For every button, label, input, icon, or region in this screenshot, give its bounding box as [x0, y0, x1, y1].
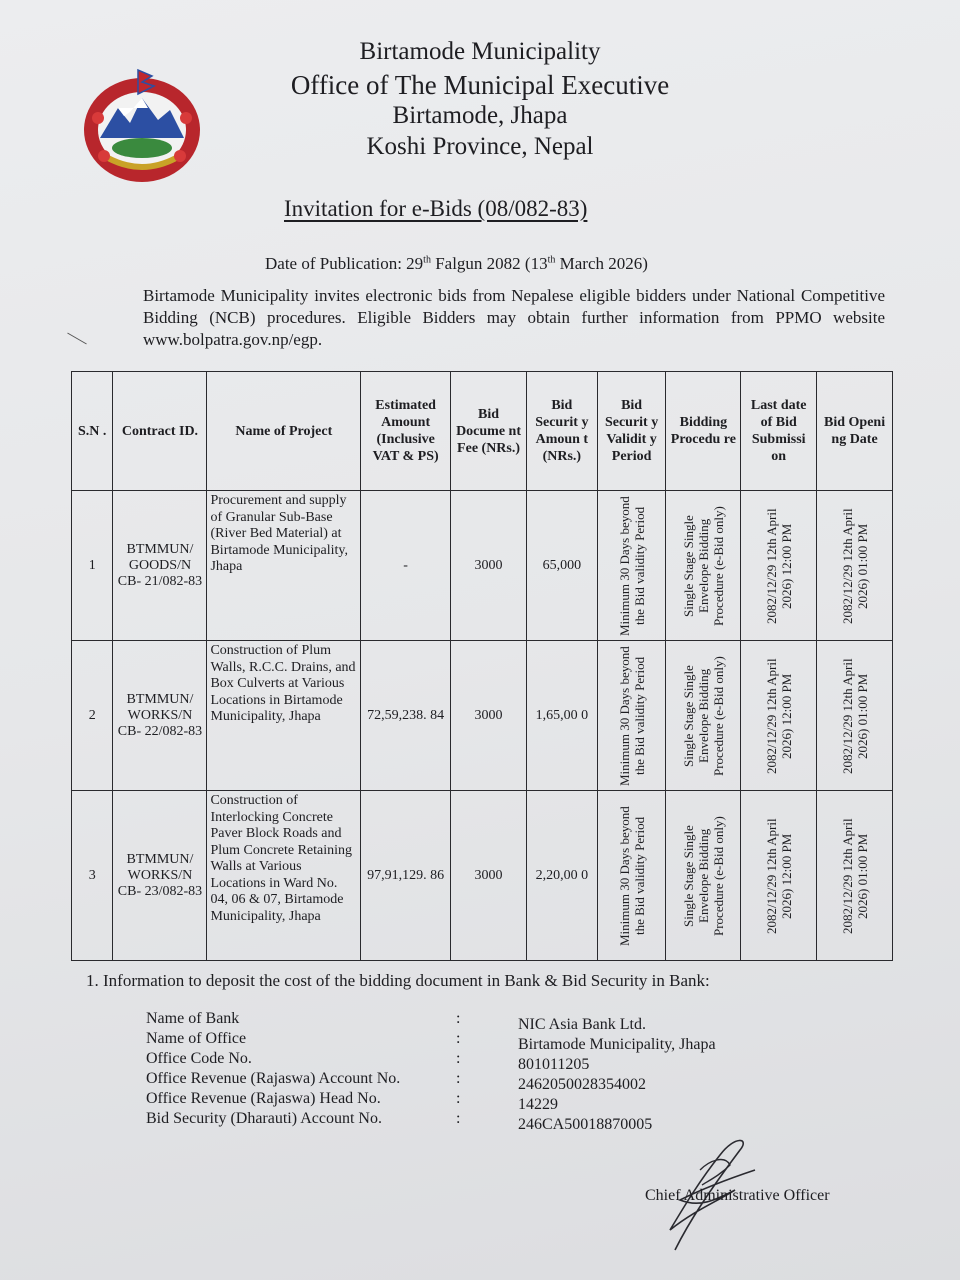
cell-fee: 3000: [451, 791, 527, 961]
col-sn: S.N .: [72, 372, 113, 491]
intro-paragraph: Birtamode Municipality invites electronic bids from Nepalese eligible bidders under National Competitive Bidding (NCB) procedures. Eligible Bidders may obtain further information from PPMO website www.bolpatra.gov.np/egp.: [143, 286, 885, 349]
cell-estimated-amount: -: [361, 491, 451, 641]
bank-info-colon: :: [456, 1070, 461, 1087]
bank-info-value: 14229: [518, 1096, 558, 1113]
province-country: Koshi Province, Nepal: [366, 133, 594, 160]
cell-security: 1,65,00 0: [526, 641, 597, 791]
bank-info-value: 801011205: [518, 1056, 590, 1073]
notice-title: Invitation for e-Bids (08/082-83): [284, 196, 588, 221]
cell-sn: 2: [72, 641, 113, 791]
bank-info-value: Birtamode Municipality, Jhapa: [518, 1036, 716, 1053]
bank-info-colon: :: [456, 1050, 461, 1067]
list-item: [146, 1030, 846, 1053]
cell-sn: 3: [72, 791, 113, 961]
cell-fee: 3000: [451, 491, 527, 641]
col-last-date: Last date of Bid Submissi on: [741, 372, 817, 491]
cell-opening-date: 2082/12/29 12th April 2026) 01:00 PM: [817, 791, 893, 961]
cell-opening-date: 2082/12/29 12th April 2026) 01:00 PM: [817, 491, 893, 641]
bank-info-label: Name of Bank: [146, 1010, 240, 1027]
cell-sn: 1: [72, 491, 113, 641]
cell-procedure: Single Stage Single Envelope Bidding Procedure (e-Bid only): [666, 791, 741, 961]
list-item: [146, 1070, 846, 1093]
publication-date: Date of Publication: 29th Falgun 2082 (13th March 2026): [265, 254, 648, 273]
col-contract-id: Contract ID.: [113, 372, 207, 491]
bank-info-colon: :: [456, 1010, 461, 1027]
municipality-name: Birtamode Municipality: [359, 38, 601, 65]
cell-contract-id: BTMMUN/ WORKS/N CB- 22/082-83: [113, 641, 207, 791]
signatory-title: Chief Administrative Officer: [645, 1187, 830, 1204]
bank-info-label: Office Revenue (Rajaswa) Account No.: [146, 1070, 401, 1087]
cell-validity: Minimum 30 Days beyond the Bid validity Period: [597, 791, 666, 961]
bank-info-list: [146, 1010, 846, 1133]
cell-estimated-amount: 97,91,129. 86: [361, 791, 451, 961]
cell-security: 2,20,00 0: [526, 791, 597, 961]
bank-info-colon: :: [456, 1090, 461, 1107]
cell-validity: Minimum 30 Days beyond the Bid validity Period: [597, 491, 666, 641]
bank-info-label: Bid Security (Dharauti) Account No.: [146, 1110, 382, 1127]
cell-validity: Minimum 30 Days beyond the Bid validity Period: [597, 641, 666, 791]
cell-procedure: Single Stage Single Envelope Bidding Procedure (e-Bid only): [666, 491, 741, 641]
bank-info-label: Office Revenue (Rajaswa) Head No.: [146, 1090, 381, 1107]
cell-last-date: 2082/12/29 12th April 2026) 12:00 PM: [741, 641, 817, 791]
office-name: Office of The Municipal Executive: [290, 70, 670, 100]
col-bidding-procedure: Bidding Procedu re: [666, 372, 741, 491]
bank-info-label: Office Code No.: [146, 1050, 252, 1067]
table-row: [72, 491, 893, 641]
col-estimated-amount: Estimated Amount (Inclusive VAT & PS): [361, 372, 451, 491]
table-row: [72, 641, 893, 791]
bank-info-value: 246CA50018870005: [518, 1116, 653, 1133]
col-opening-date: Bid Openi ng Date: [817, 372, 893, 491]
table-header-row: [72, 372, 893, 491]
table-row: [72, 791, 893, 961]
col-bid-security-validity: Bid Securit y Validit y Period: [597, 372, 666, 491]
bids-table: [71, 371, 893, 961]
list-item: [146, 1050, 846, 1073]
cell-last-date: 2082/12/29 12th April 2026) 12:00 PM: [741, 491, 817, 641]
cell-last-date: 2082/12/29 12th April 2026) 12:00 PM: [741, 791, 817, 961]
col-project-name: Name of Project: [207, 372, 361, 491]
cell-fee: 3000: [451, 641, 527, 791]
list-item: [146, 1010, 846, 1033]
col-bid-document-fee: Bid Docume nt Fee (NRs.): [451, 372, 527, 491]
col-bid-security-amount: Bid Securit y Amoun t (NRs.): [526, 372, 597, 491]
bank-info-colon: :: [456, 1110, 461, 1127]
cell-security: 65,000: [526, 491, 597, 641]
cell-procedure: Single Stage Single Envelope Bidding Procedure (e-Bid only): [666, 641, 741, 791]
cell-contract-id: BTMMUN/ GOODS/N CB- 21/082-83: [113, 491, 207, 641]
bank-info-value: 2462050028354002: [518, 1076, 646, 1093]
list-item: [146, 1090, 846, 1113]
cell-estimated-amount: 72,59,238. 84: [361, 641, 451, 791]
bank-info-value: NIC Asia Bank Ltd.: [518, 1016, 646, 1033]
cell-project-name: Procurement and supply of Granular Sub-Base (River Bed Material) at Birtamode Municipality, Jhapa: [207, 491, 361, 641]
cell-opening-date: 2082/12/29 12th April 2026) 01:00 PM: [817, 641, 893, 791]
list-item: [146, 1110, 846, 1133]
cell-project-name: Construction of Plum Walls, R.C.C. Drains, and Box Culverts at Various Locations in Birtamode Municipality, Jhapa: [207, 641, 361, 791]
cell-project-name: Construction of Interlocking Concrete Paver Block Roads and Plum Concrete Retaining Walls at Various Locations in Ward No. 04, 06 & 07, Birtamode Municipality, Jhapa: [207, 791, 361, 961]
cell-contract-id: BTMMUN/ WORKS/N CB- 23/082-83: [113, 791, 207, 961]
bank-info-label: Name of Office: [146, 1030, 247, 1047]
bank-info-colon: :: [456, 1030, 461, 1047]
pen-mark: [67, 333, 87, 345]
office-location: Birtamode, Jhapa: [392, 102, 568, 129]
bank-info-heading: 1. Information to deposit the cost of the bidding document in Bank & Bid Security in Bank:: [86, 971, 710, 990]
